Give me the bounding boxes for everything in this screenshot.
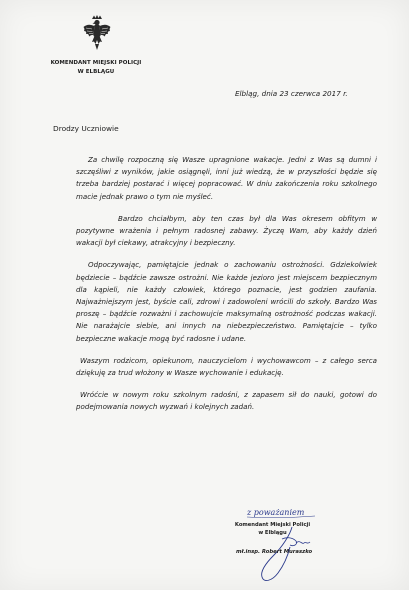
issuer-line-1: KOMENDANT MIEJSKI POLICJI [50,60,142,66]
stamp-line-2: w Elblągu [258,529,287,536]
handwritten-closing-text: z poważaniem [247,508,305,517]
paragraph-4: Waszym rodzicom, opiekunom, nauczycielom i wychowawcom – z całego serca dziękuję za trud włożony w Wasze wychowanie i edukację. [76,355,377,378]
handwritten-signature [252,525,324,585]
issuer-heading [30,59,162,76]
paragraph-2: Bardzo chciałbym, aby ten czas był dla Was okresem obfitym w pozytywne wrażenia i pełnym radosnej zabawy. Życzę Wam, aby każdy dzień wakacji był ciekawy, atrakcyjny i bezpieczny. [76,213,377,248]
salutation: Drodzy Uczniowie [53,124,119,133]
letter-body [76,154,377,424]
handwritten-closing [245,504,325,520]
paragraph-5: Wróćcie w nowym roku szkolnym radośni, z zapasem sił do nauki, gotowi do podejmowania nowych wyzwań i kolejnych zadań. [76,390,377,412]
signer-name: mł.insp. Robert Muraszko [236,549,313,555]
polish-eagle-emblem-icon [82,14,112,54]
dateline: Elbląg, dnia 23 czerwca 2017 r. [235,89,348,98]
paragraph-3: Odpoczywając, pamiętajcie jednak o zachowaniu ostrożności. Gdziekolwiek będziecie – bądźcie zawsze ostrożni. Nie każde jezioro jest miejscem bezpiecznym dla kąpieli, nie każdy człowiek, którego poznacie, jest godzien zaufania. Najważniejszym jest, byście cali, zdrowi i zadowoleni wrócili do szkoły. Bardzo Was proszę – bądźcie rozważni i zachowujcie maksymalną ostrożność podczas wakacji. Nie narażajcie siebie, ani innych na niebezpieczeństwo. Pamiętajcie – tylko bezpieczne wakacje mogą być radosne i udane. [76,260,377,343]
stamp-line-1: Komendant Miejski Policji [234,522,311,528]
issuer-line-2: W ELBLĄGU [77,68,115,75]
paragraph-1: Za chwilę rozpoczną się Wasze upragnione wakacje. Jedni z Was są dumni i szczęśliwi z wyników, jakie osiągnęli, inni już wiedzą, że w przyszłości będzie się trzeba bardziej postarać i więcej popracować. W dniu zakończenia roku szkolnego macie jednak prawo o tym nie myśleć. [76,155,377,201]
